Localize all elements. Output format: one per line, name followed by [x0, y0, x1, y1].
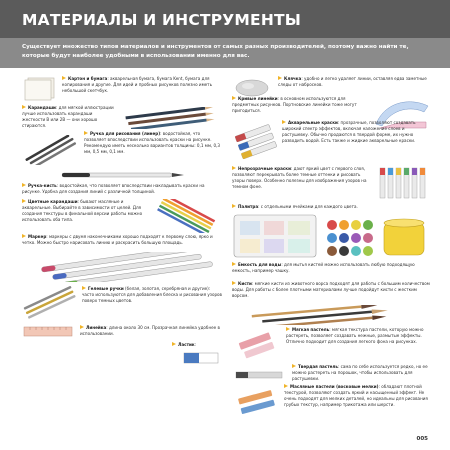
- page-header: [0, 0, 450, 38]
- intro-text: Существует множество типов материалов и инструментов от самых разных производителей, поэтому важно найти те, которые будут наиболее удобными в использовании именно для вас.: [22, 44, 409, 59]
- arrow-marker-icon: [286, 327, 290, 331]
- arrow-marker-icon: [232, 166, 236, 170]
- arrow-marker-icon: [284, 384, 288, 388]
- brushes-illustration: [232, 305, 432, 325]
- arrow-marker-icon: [232, 262, 236, 266]
- entry-text: Цветные карандаши: бывают масляные и акварельные. Выбирайте в зависимости от целей. Для создания текстуры в финальной версии работы можно использовать оба типа.: [22, 199, 143, 222]
- markers-illustration: [22, 252, 222, 282]
- entry-text: Твердая пастель: сама по себе используется редко, но ее можно растереть на порошок, чтобы использовать для растушевки.: [292, 364, 428, 381]
- gel-pens-illustration: [22, 286, 78, 320]
- intro-band: [0, 38, 450, 68]
- arrow-marker-icon: [232, 281, 236, 285]
- liner-pens-illustration: [22, 135, 80, 165]
- arrow-marker-icon: [62, 76, 66, 80]
- ruler-illustration: [22, 325, 76, 339]
- colored-pencils-illustration: [154, 199, 222, 233]
- entry-text: Кисти: мягкие кисти из животного ворса подходят для работы с большим количеством воды. Для работы с более плотными материалами лучше подойдут кисти с жестким ворсом.: [232, 281, 430, 298]
- arrow-marker-icon: [82, 286, 86, 290]
- arrow-marker-icon: [172, 342, 176, 346]
- arrow-marker-icon: [84, 131, 88, 135]
- opaque-paint-tubes-illustration: [374, 166, 432, 202]
- arrow-marker-icon: [282, 120, 286, 124]
- arrow-marker-icon: [278, 76, 282, 80]
- entry-text: Ручка-кисть: водостойкая, что позволяет впоследствии накладывать краски на рисунке. Удобна для создания линий с различной толщиной.: [22, 183, 205, 194]
- entry-text: Линейка: длина около 30 см. Прозрачная линейка удобнее в использовании.: [80, 325, 220, 336]
- arrow-marker-icon: [22, 234, 26, 238]
- entry-text: Кривые линейки: в основном используются для предметных рисунков. Портновские линейки тоже могут пригодиться.: [232, 96, 357, 113]
- entry-text: Палитра: с отдельными ячейками для каждого цвета.: [232, 204, 432, 210]
- entry-text: Акварельные краски: прозрачные, позволяют создавать широкий спектр эффектов, включая наложение слоев и растушевку. Обычно продаются в твердой форме, их нужно разводить водой. Есть также и жидкие акварельные краски.: [282, 120, 416, 143]
- entry-text: Непрозрачные краски: дают яркий цвет с первого слоя, позволяют перекрывать более темные оттенки и рисовать узоры поверх. Особенно полезны для изображения узоров на темном фоне.: [232, 166, 367, 189]
- arrow-marker-icon: [80, 325, 84, 329]
- arrow-marker-icon: [22, 183, 26, 187]
- brush-pen-illustration: [22, 169, 222, 182]
- entry-text: Емкость для воды: для мытья кистей можно использовать любую подходящую емкость, например чашку.: [232, 262, 415, 273]
- entry-text: Карандаши: для мягкой иллюстрации лучше использовать карандаши жесткости B или 2B — они хорошо стираются.: [22, 105, 114, 128]
- palette-illustration: [232, 211, 432, 261]
- entry-text: Клячка: удобно и легко удаляет линии, оставляя едва заметные следы от набросков.: [278, 76, 427, 87]
- entry-text: Ластик:: [172, 342, 222, 348]
- page-number: 005: [416, 436, 428, 442]
- paper-illustration: [22, 76, 58, 102]
- entry-text: Ручка для рисования (линер): водостойкая, что позволяет впоследствии использовать краски на рисунке. Рекомендую иметь несколько вариантов толщины: 0,1 мм, 0,3 мм, 0,5 мм, 0,1 мм.: [84, 131, 221, 154]
- entry-text: Гелевые ручки (белая, золотая, серебряная и другие): часто используются для добавления блеска и рисования узоров поверх темных цветов.: [82, 286, 222, 303]
- entry-text: Мягкая пастель: мягкая текстура пастели, которую можно растереть, позволяет создавать нежные, размытые эффекты. Отлично подходит для создания легкого фона на рисунках.: [286, 327, 424, 344]
- arrow-marker-icon: [232, 204, 236, 208]
- oil-pastel-illustration: [232, 384, 282, 424]
- watercolor-tubes-illustration: [232, 120, 278, 164]
- eraser-illustration: [182, 350, 222, 366]
- arrow-marker-icon: [22, 199, 26, 203]
- entry-text: Картон и бумага: акварельная бумага, бумага Kent, бумага для копирования и другие. Для идей и пробных рисунков полезно иметь небольшой скетчбук.: [62, 76, 212, 93]
- soft-pastel-illustration: [232, 327, 282, 361]
- entry-text: Маркер: маркеры с двумя наконечниками хорошо подходят к первому слою, ярко и четко. Можно быстро нарисовать линию и раскрасить большую площадь.: [22, 234, 213, 245]
- arrow-marker-icon: [22, 105, 26, 109]
- arrow-marker-icon: [292, 364, 296, 368]
- entry-text: Масляные пастели (восковые мелки): обладают плотной текстурой, позволяют создать яркий и насыщенный эффект. Не очень подходят для мелких деталей, но идеальны для рисования грубых текстур, например трикотажа или шерсти.: [284, 384, 428, 407]
- page-title: МАТЕРИАЛЫ И ИНСТРУМЕНТЫ: [22, 11, 302, 29]
- pencils-illustration: [118, 107, 222, 129]
- arrow-marker-icon: [232, 96, 236, 100]
